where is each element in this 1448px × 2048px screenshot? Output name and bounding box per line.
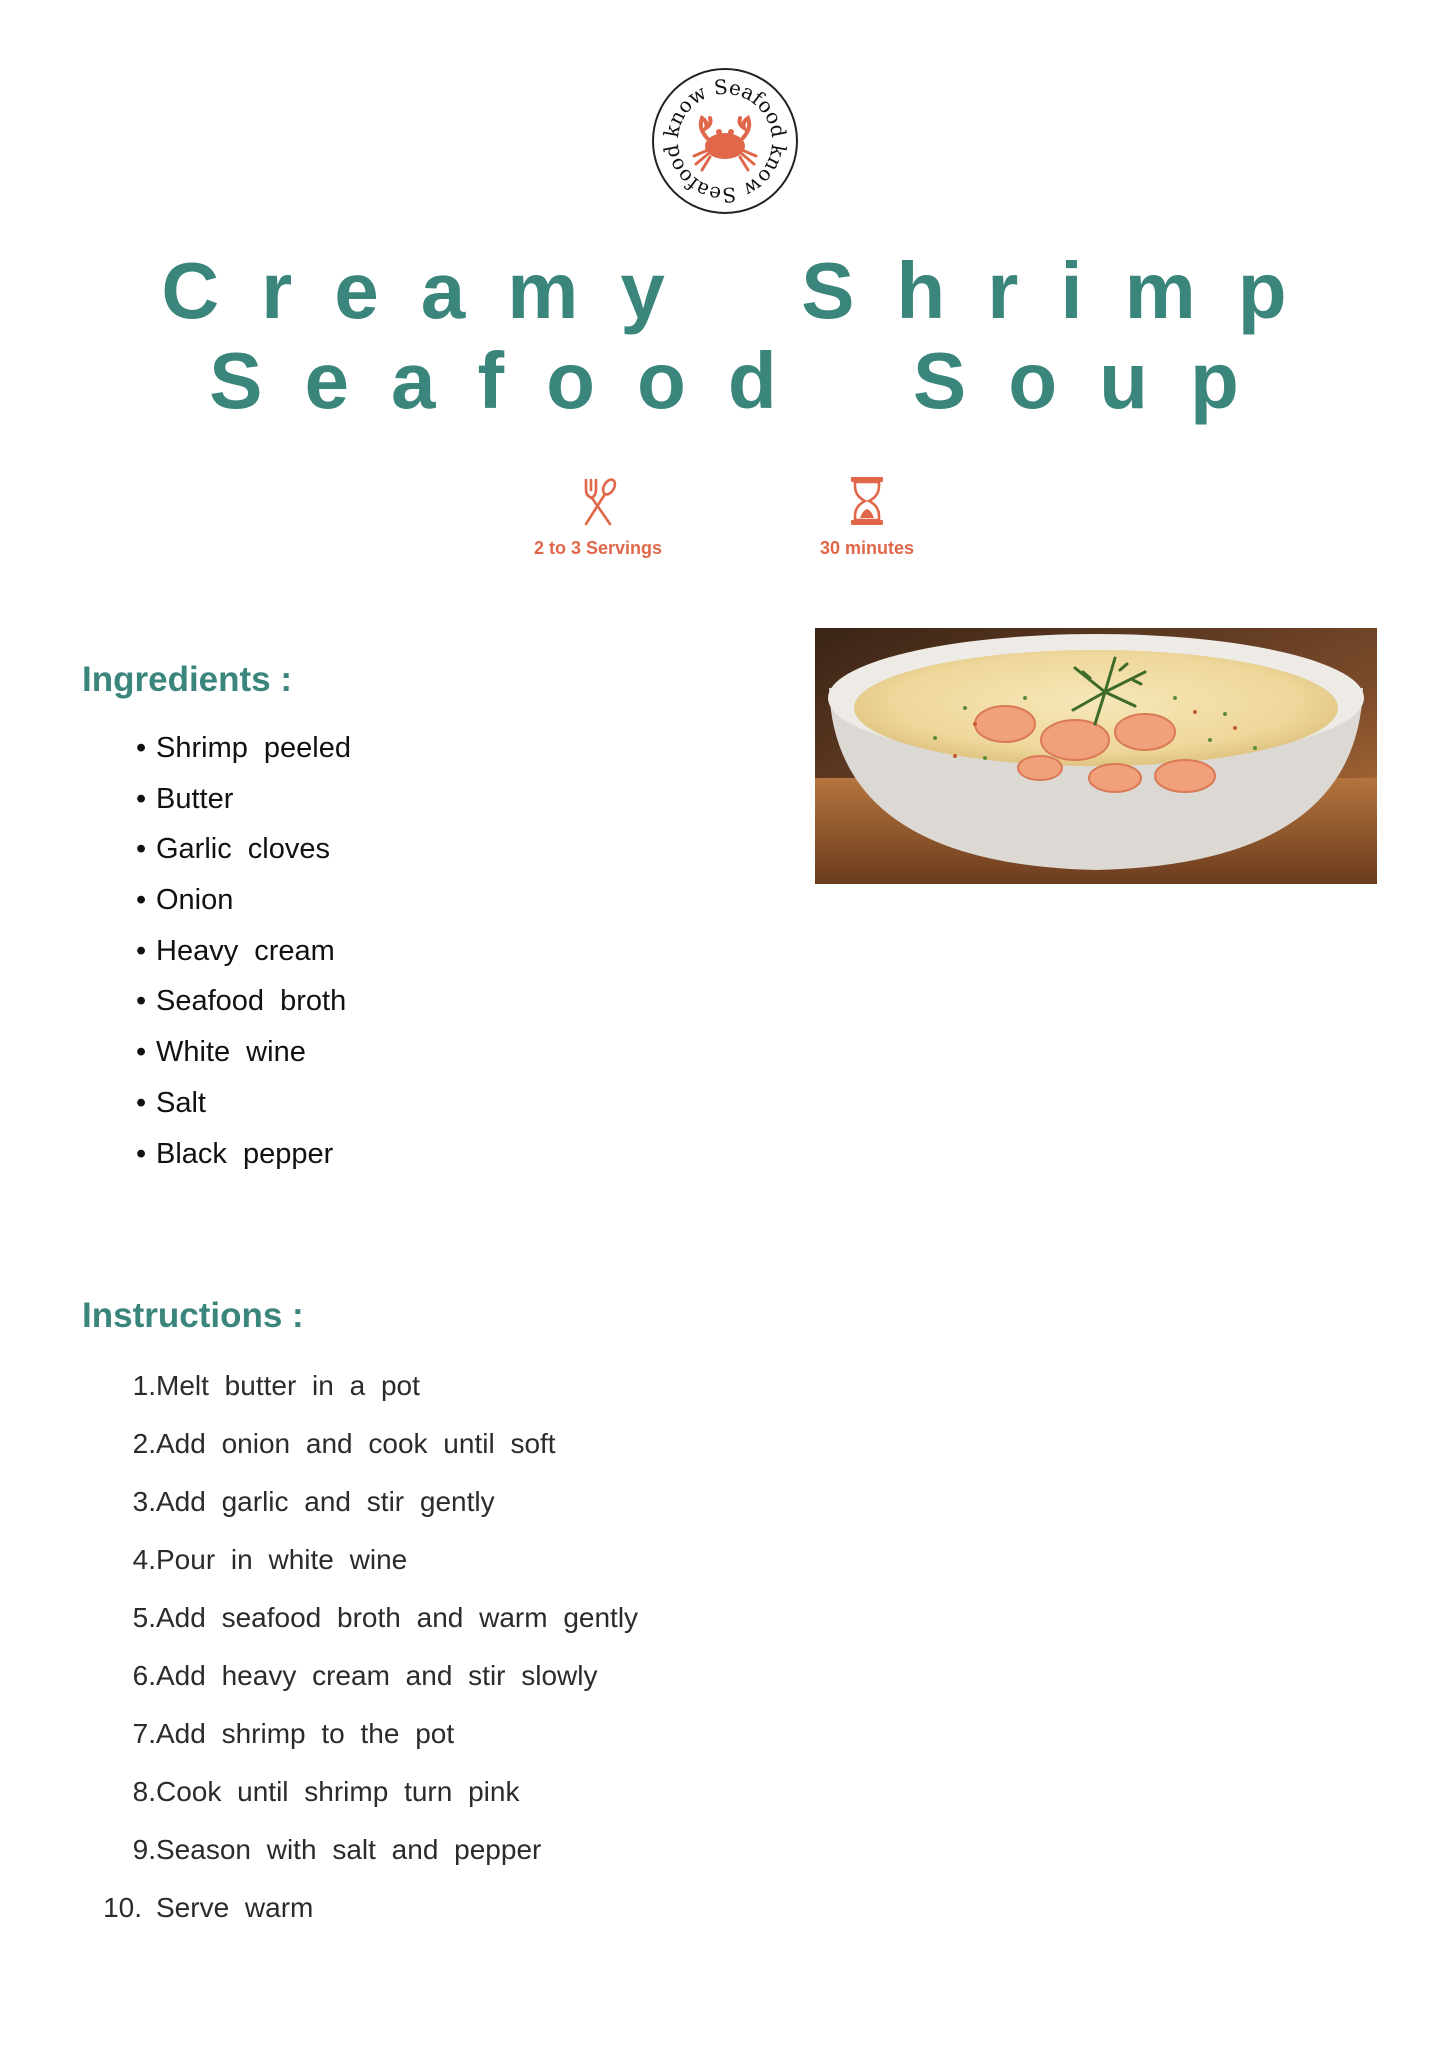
ingredient-text: Black pepper: [156, 1137, 334, 1170]
step-text: Cook until shrimp turn pink: [156, 1776, 520, 1807]
bullet-marker: •: [136, 1086, 147, 1119]
ingredient-text: Garlic cloves: [156, 833, 330, 866]
instructions-heading: Instructions :: [82, 1296, 304, 1335]
step-text: Pour in white wine: [156, 1544, 408, 1575]
logo-text-top: know Seafood: [659, 74, 792, 140]
recipe-title-line-2: Seafood Soup: [209, 336, 1281, 425]
ingredient-item: [136, 884, 351, 935]
ingredient-item: [136, 935, 351, 986]
ingredient-text: Shrimp peeled: [156, 732, 351, 764]
bullet-marker: •: [136, 833, 147, 866]
instruction-step: [100, 1544, 638, 1602]
ingredient-item: [136, 833, 351, 884]
instruction-step: [100, 1428, 638, 1486]
step-number: 3.: [132, 1486, 156, 1517]
bullet-marker: •: [136, 1036, 147, 1069]
soup-bowl-photo: [815, 628, 1377, 884]
step-number: 4.: [132, 1544, 156, 1575]
bullet-marker: •: [136, 934, 147, 967]
instruction-step: [100, 1370, 638, 1428]
step-number: 8.: [132, 1776, 156, 1807]
step-number: 1.: [132, 1370, 156, 1401]
ingredients-heading: Ingredients :: [82, 660, 293, 699]
step-text: Add onion and cook until soft: [156, 1428, 556, 1459]
step-number: 5.: [132, 1602, 156, 1633]
ingredient-item: [136, 732, 351, 783]
instruction-step: [100, 1892, 638, 1950]
ingredient-text: Heavy cream: [156, 934, 335, 967]
recipe-title-line-1: Creamy Shrimp: [161, 246, 1329, 335]
instruction-step: [100, 1486, 638, 1544]
ingredient-text: Butter: [156, 782, 234, 815]
bullet-marker: •: [136, 732, 147, 764]
step-number: 6.: [132, 1660, 156, 1691]
recipe-title: [0, 246, 1448, 426]
know-seafood-logo: [650, 66, 800, 216]
ingredient-item: [136, 1036, 351, 1087]
instruction-step: [100, 1660, 638, 1718]
step-text: Add seafood broth and warm gently: [156, 1602, 639, 1633]
ingredient-text: Onion: [156, 884, 234, 917]
time-info: [767, 474, 967, 559]
instructions-list: [100, 1370, 638, 1950]
step-text: Serve warm: [156, 1892, 314, 1923]
ingredients-list: [136, 732, 351, 1188]
bullet-marker: •: [136, 985, 147, 1018]
bullet-marker: •: [136, 884, 147, 917]
ingredient-text: Seafood broth: [156, 985, 347, 1018]
step-text: Add heavy cream and stir slowly: [156, 1660, 598, 1691]
time-label: 30 minutes: [819, 538, 915, 558]
instruction-step: [100, 1602, 638, 1660]
step-number: 7.: [132, 1718, 156, 1749]
step-number: 2.: [132, 1428, 156, 1459]
instruction-step: [100, 1834, 638, 1892]
ingredient-item: [136, 985, 351, 1036]
bullet-marker: •: [136, 782, 147, 815]
instruction-step: [100, 1776, 638, 1834]
fork-spoon-icon: [576, 474, 620, 528]
ingredient-item: [136, 783, 351, 834]
step-text: Add shrimp to the pot: [156, 1718, 455, 1749]
instruction-step: [100, 1718, 638, 1776]
ingredient-item: [136, 1138, 351, 1189]
servings-info: [498, 474, 698, 559]
hourglass-icon: [845, 474, 889, 528]
logo-text-bottom: know Seafood: [658, 142, 791, 208]
ingredient-text: White wine: [156, 1036, 306, 1069]
step-number: 10.: [103, 1892, 142, 1923]
servings-label: 2 to 3 Servings: [533, 538, 663, 558]
ingredient-text: Salt: [156, 1086, 206, 1119]
step-text: Season with salt and pepper: [156, 1834, 542, 1865]
ingredient-item: [136, 1087, 351, 1138]
step-number: 9.: [132, 1834, 156, 1865]
step-text: Add garlic and stir gently: [156, 1486, 495, 1517]
step-text: Melt butter in a pot: [156, 1370, 420, 1401]
bullet-marker: •: [136, 1137, 147, 1170]
